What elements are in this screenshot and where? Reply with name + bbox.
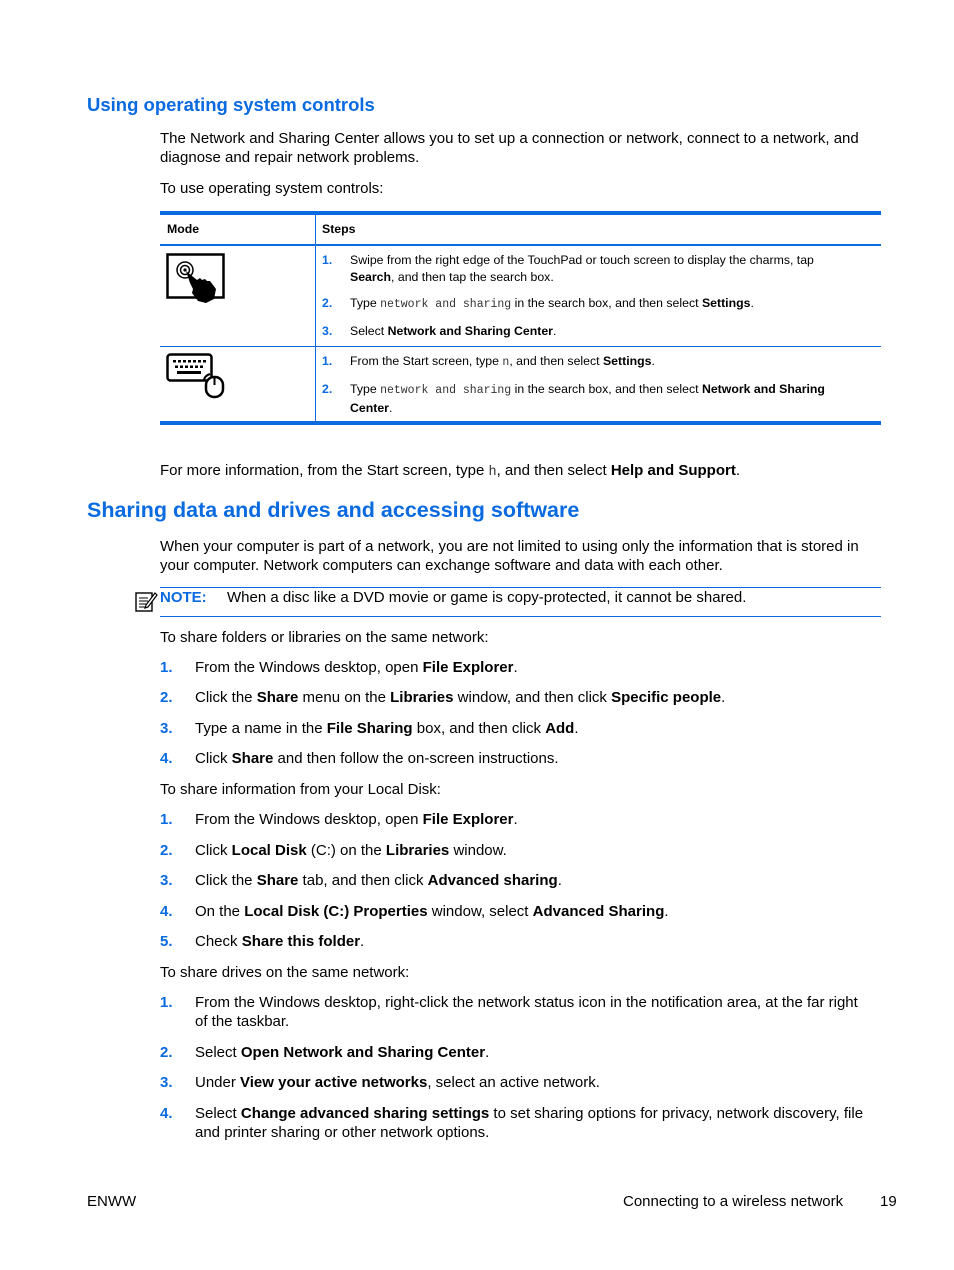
step-text: Check Share this folder.	[195, 933, 365, 950]
os-controls-intro: The Network and Sharing Center allows you to set up a connection or network, connect to a network, and diagnose and repair network problems.	[160, 130, 859, 166]
step-text: From the Windows desktop, open File Explorer.	[195, 811, 518, 828]
step-text: From the Start screen, type n, and then select Settings.	[350, 354, 655, 369]
footer-chapter: Connecting to a wireless network	[623, 1193, 844, 1210]
step-number: 3.	[160, 1074, 173, 1091]
step-number: 3.	[160, 719, 173, 737]
step-number: 2.	[322, 296, 333, 310]
note-text: When a disc like a DVD movie or game is copy-protected, it cannot be shared.	[227, 589, 747, 606]
step-text: Under View your active networks, select an active network.	[195, 1074, 600, 1091]
list-item	[322, 295, 862, 312]
section-heading-os-controls: Using operating system controls	[87, 94, 375, 115]
step-number: 1.	[322, 354, 333, 368]
table-row-rule	[160, 346, 881, 347]
step-text: Select Open Network and Sharing Center.	[195, 1044, 490, 1061]
footer-left: ENWW	[87, 1193, 137, 1210]
step-number: 2.	[322, 382, 333, 396]
touch-gesture-icon	[166, 253, 226, 305]
lead-folders: To share folders or libraries on the same network:	[160, 629, 489, 646]
table-bottom-rule	[160, 421, 881, 425]
list-item	[322, 252, 862, 286]
table-top-rule	[160, 211, 881, 215]
table-header-steps: Steps	[322, 222, 356, 236]
keyboard-mouse-icon	[166, 353, 228, 399]
step-text: Click the Share menu on the Libraries window, and then click Specific people.	[195, 689, 726, 707]
table-column-divider	[315, 215, 316, 422]
note-icon	[134, 589, 158, 613]
step-number: 1.	[160, 659, 173, 676]
table-header-mode: Mode	[167, 222, 200, 236]
more-info-text: For more information, from the Start screen, type h, and then select Help and Support.	[160, 462, 740, 480]
step-number: 2.	[160, 1044, 173, 1061]
step-text: Swipe from the right edge of the TouchPad or touch screen to display the charms, tap Search, and then tap the search box.	[350, 253, 814, 284]
lead-drives: To share drives on the same network:	[160, 964, 410, 981]
step-text: Type network and sharing in the search box, and then select Network and Sharing Center.	[350, 382, 825, 415]
step-number: 2.	[160, 689, 173, 707]
step-text: Type network and sharing in the search box, and then select Settings.	[350, 296, 754, 311]
step-text: Click the Share tab, and then click Advanced sharing.	[195, 872, 562, 889]
note-label: NOTE:	[160, 589, 207, 606]
step-text: From the Windows desktop, right-click the network status icon in the notification area, at the far right of the taskbar.	[195, 994, 858, 1030]
section-heading-sharing: Sharing data and drives and accessing software	[87, 498, 580, 522]
step-text: From the Windows desktop, open File Explorer.	[195, 659, 518, 676]
step-number: 2.	[160, 841, 173, 859]
step-number: 3.	[322, 324, 333, 338]
step-number: 3.	[160, 872, 173, 889]
step-text: On the Local Disk (C:) Properties window, select Advanced Sharing.	[195, 902, 669, 920]
step-text: Click Local Disk (C:) on the Libraries window.	[195, 841, 507, 859]
note-bottom-rule	[160, 616, 881, 617]
table-header-rule	[160, 244, 881, 246]
step-number: 1.	[160, 811, 173, 828]
step-number: 1.	[160, 994, 173, 1011]
step-text: Click Share and then follow the on-screen instructions.	[195, 749, 559, 767]
step-text: Type a name in the File Sharing box, and then click Add.	[195, 719, 579, 737]
step-text: Select Change advanced sharing settings to set sharing options for privacy, network discovery, file and printer sharing or other network options.	[195, 1105, 864, 1141]
step-number: 4.	[160, 1105, 173, 1122]
list-item	[322, 323, 862, 340]
lead-local: To share information from your Local Disk:	[160, 781, 441, 798]
step-number: 4.	[160, 902, 173, 920]
step-text: Select Network and Sharing Center.	[350, 324, 557, 338]
step-number: 4.	[160, 749, 173, 767]
step-number: 1.	[322, 253, 333, 267]
sharing-intro: When your computer is part of a network, you are not limited to using only the information that is stored in your computer. Network computers can exchange software and data with each other.	[160, 538, 859, 574]
page-number: 19	[880, 1193, 897, 1210]
list-item	[322, 381, 862, 415]
step-number: 5.	[160, 933, 173, 950]
os-controls-lead: To use operating system controls:	[160, 180, 384, 197]
list-item	[322, 353, 862, 370]
